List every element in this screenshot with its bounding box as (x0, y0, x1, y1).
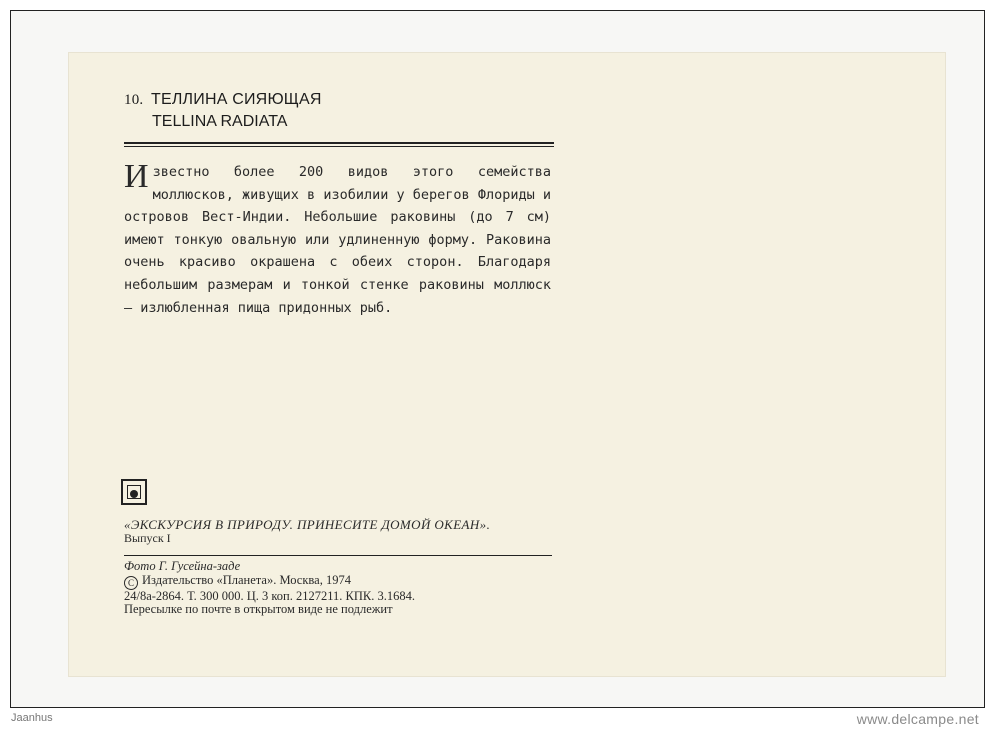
title-rule-thick (124, 142, 554, 144)
latin-name: TELLINA RADIATA (152, 113, 288, 130)
scan-frame (10, 10, 985, 708)
publisher-text: Издательство «Планета». Москва, 1974 (142, 572, 351, 587)
description-text (124, 158, 551, 319)
card-number: 10. (124, 92, 144, 108)
print-info: 24/8a-2864. Т. 300 000. Ц. 3 коп. 2127211. КПК. 3.1684. (124, 588, 415, 603)
postcard-back (69, 53, 945, 676)
card-title (124, 91, 322, 109)
publisher-logo-icon (121, 479, 147, 505)
series-title: «ЭКСКУРСИЯ В ПРИРОДУ. ПРИНЕСИТЕ ДОМОЙ ОКЕАН». (124, 517, 491, 532)
copyright-icon: C (124, 576, 138, 590)
site-watermark: www.delcampe.net (856, 711, 979, 727)
credits-rule (124, 555, 552, 556)
drop-cap: И (124, 158, 149, 195)
seller-watermark: Jaanhus (11, 712, 53, 724)
issue-label: Выпуск I (124, 531, 171, 545)
postal-note: Пересылке по почте в открытом виде не подлежит (124, 602, 393, 616)
title-rule-thin (124, 146, 554, 147)
photo-credit: Фото Г. Гусейна-заде (124, 559, 241, 573)
publisher-line (124, 574, 415, 590)
credits-block (124, 560, 415, 617)
description-body: звестно более 200 видов этого семейства моллюсков, живущих в изобилии у берегов Флориды и островов Вест-Индии. Небольшие раковины (до 7 см) имеют тонкую овальную или удлиненную форму. Раковина очень красиво окрашена с обеих сторон. Благодаря небольшим размерам и тонкой стенке раковины моллюск — излюбленная пища придонных рыб. (124, 164, 551, 316)
species-name: ТЕЛЛИНА СИЯЮЩАЯ (151, 91, 322, 108)
